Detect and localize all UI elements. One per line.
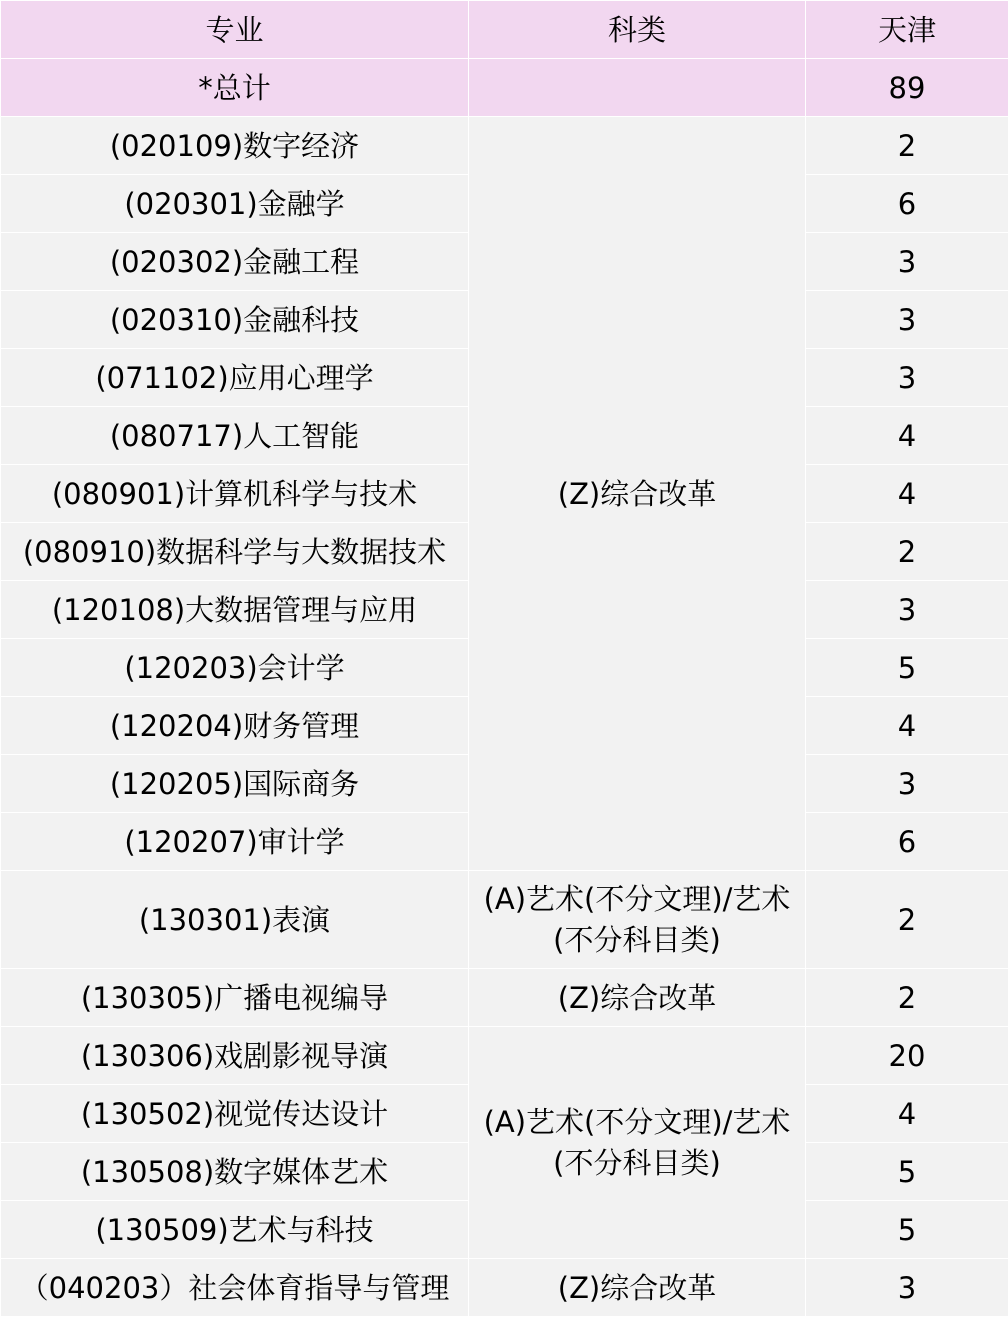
major-cell: (080901)计算机科学与技术 xyxy=(1,465,469,523)
major-cell: (080717)人工智能 xyxy=(1,407,469,465)
value-cell: 3 xyxy=(806,581,1008,639)
value-cell: 3 xyxy=(806,349,1008,407)
major-cell: (130502)视觉传达设计 xyxy=(1,1085,469,1143)
value-cell: 5 xyxy=(806,1143,1008,1201)
value-cell: 3 xyxy=(806,755,1008,813)
major-cell: (120108)大数据管理与应用 xyxy=(1,581,469,639)
major-cell: (120204)财务管理 xyxy=(1,697,469,755)
value-cell: 4 xyxy=(806,407,1008,465)
major-cell: (120205)国际商务 xyxy=(1,755,469,813)
value-cell: 6 xyxy=(806,175,1008,233)
category-cell: (Z)综合改革 xyxy=(469,117,806,871)
value-cell: 4 xyxy=(806,465,1008,523)
category-cell: (A)艺术(不分文理)/艺术(不分科目类) xyxy=(469,871,806,969)
value-cell: 3 xyxy=(806,1259,1008,1317)
major-cell: (130509)艺术与科技 xyxy=(1,1201,469,1259)
table-row xyxy=(1,871,1008,969)
total-value: 89 xyxy=(806,59,1008,117)
table-row xyxy=(1,117,1008,175)
major-cell: (020301)金融学 xyxy=(1,175,469,233)
total-label: *总计 xyxy=(1,59,469,117)
major-cell: (080910)数据科学与大数据技术 xyxy=(1,523,469,581)
major-cell: (020109)数字经济 xyxy=(1,117,469,175)
table-row xyxy=(1,969,1008,1027)
value-cell: 5 xyxy=(806,639,1008,697)
table-row xyxy=(1,1027,1008,1085)
category-cell: (A)艺术(不分文理)/艺术(不分科目类) xyxy=(469,1027,806,1259)
category-cell: (Z)综合改革 xyxy=(469,969,806,1027)
value-cell: 2 xyxy=(806,969,1008,1027)
header-row xyxy=(1,1,1008,59)
category-cell: (Z)综合改革 xyxy=(469,1259,806,1317)
value-cell: 4 xyxy=(806,1085,1008,1143)
total-category xyxy=(469,59,806,117)
major-cell: （040203）社会体育指导与管理 xyxy=(1,1259,469,1317)
major-cell: (130508)数字媒体艺术 xyxy=(1,1143,469,1201)
major-cell: (130301)表演 xyxy=(1,871,469,969)
header-category: 科类 xyxy=(469,1,806,59)
value-cell: 3 xyxy=(806,291,1008,349)
major-cell: (130305)广播电视编导 xyxy=(1,969,469,1027)
value-cell: 2 xyxy=(806,871,1008,969)
major-cell: (120203)会计学 xyxy=(1,639,469,697)
table-row xyxy=(1,1259,1008,1317)
value-cell: 5 xyxy=(806,1201,1008,1259)
major-cell: (020310)金融科技 xyxy=(1,291,469,349)
major-cell: (020302)金融工程 xyxy=(1,233,469,291)
value-cell: 20 xyxy=(806,1027,1008,1085)
header-region: 天津 xyxy=(806,1,1008,59)
value-cell: 6 xyxy=(806,813,1008,871)
value-cell: 2 xyxy=(806,523,1008,581)
header-major: 专业 xyxy=(1,1,469,59)
value-cell: 3 xyxy=(806,233,1008,291)
major-cell: (120207)审计学 xyxy=(1,813,469,871)
value-cell: 4 xyxy=(806,697,1008,755)
major-cell: (130306)戏剧影视导演 xyxy=(1,1027,469,1085)
total-row xyxy=(1,59,1008,117)
value-cell: 2 xyxy=(806,117,1008,175)
major-cell: (071102)应用心理学 xyxy=(1,349,469,407)
